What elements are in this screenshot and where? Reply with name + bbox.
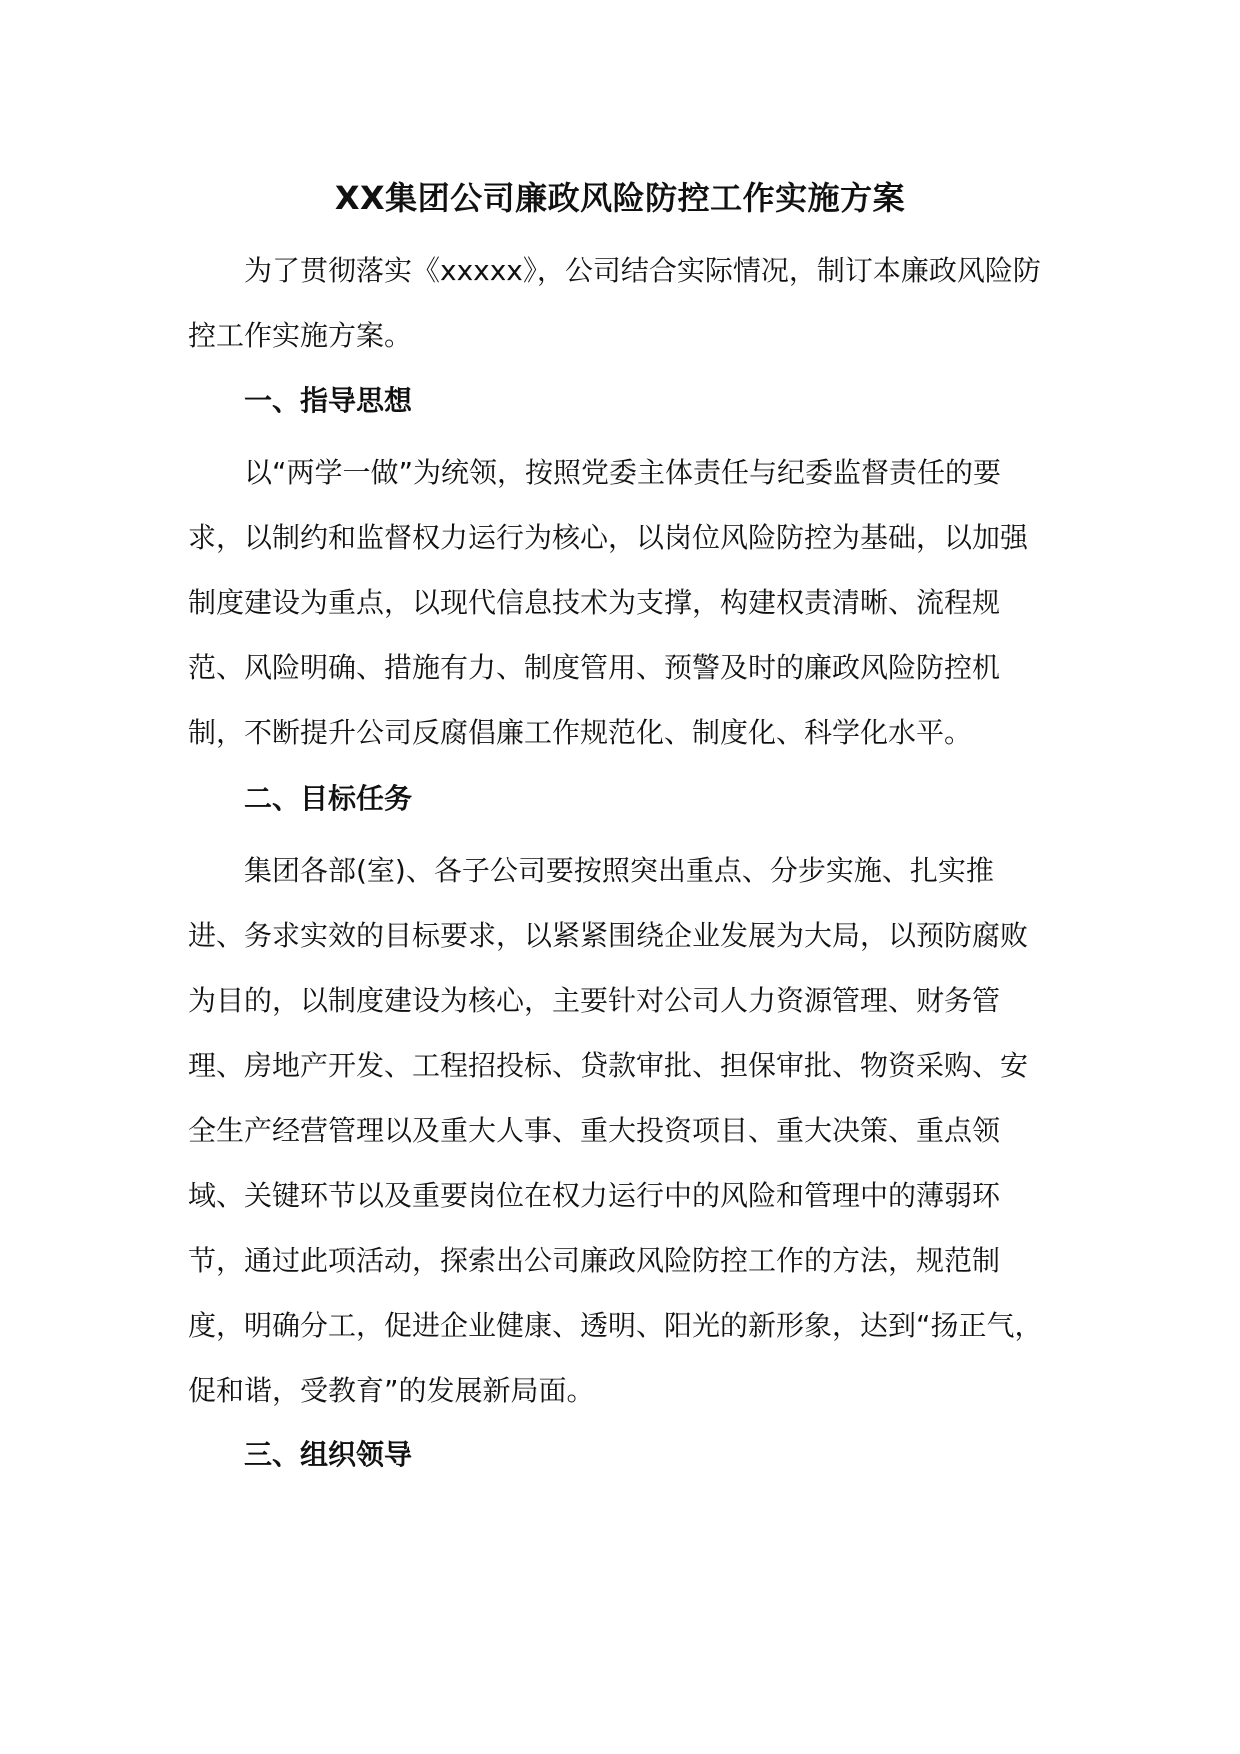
section-heading-objectives: 二、目标任务 bbox=[244, 782, 413, 815]
intro-paragraph: 为了贯彻落实《xxxxx》，公司结合实际情况，制订本廉政风险防控工作实施方案。 bbox=[188, 254, 1041, 352]
section-paragraph-objectives: 集团各部(室)、各子公司要按照突出重点、分步实施、扎实推进、务求实效的目标要求，以紧紧围绕企业发展为大局，以预防腐败为目的，以制度建设为核心，主要针对公司人力资源管理、财务管理、房地产开发、工程招投标、贷款审批、担保审批、物资采购、安全生产经营管理以及重大人事、重大投资项目、重大决策、重点领域、关键环节以及重要岗位在权力运行中的风险和管理中的薄弱环节，通过此项活动，探索出公司廉政风险防控工作的方法，规范制度，明确分工，促进企业健康、透明、阳光的新形象，达到“扬正气，促和谐，受教育”的发展新局面。 bbox=[188, 854, 1043, 1407]
document-title: XX集团公司廉政风险防控工作实施方案 bbox=[334, 179, 906, 217]
section-heading-guiding-ideology: 一、指导思想 bbox=[244, 384, 413, 417]
section-heading-organization: 三、组织领导 bbox=[244, 1438, 413, 1471]
section-paragraph-guiding-ideology: 以“两学一做”为统领，按照党委主体责任与纪委监督责任的要求，以制约和监督权力运行为核心，以岗位风险防控为基础，以加强制度建设为重点，以现代信息技术为支撑，构建权责清晰、流程规范、风险明确、措施有力、制度管用、预警及时的廉政风险防控机制，不断提升公司反腐倡廉工作规范化、制度化、科学化水平。 bbox=[188, 456, 1029, 749]
